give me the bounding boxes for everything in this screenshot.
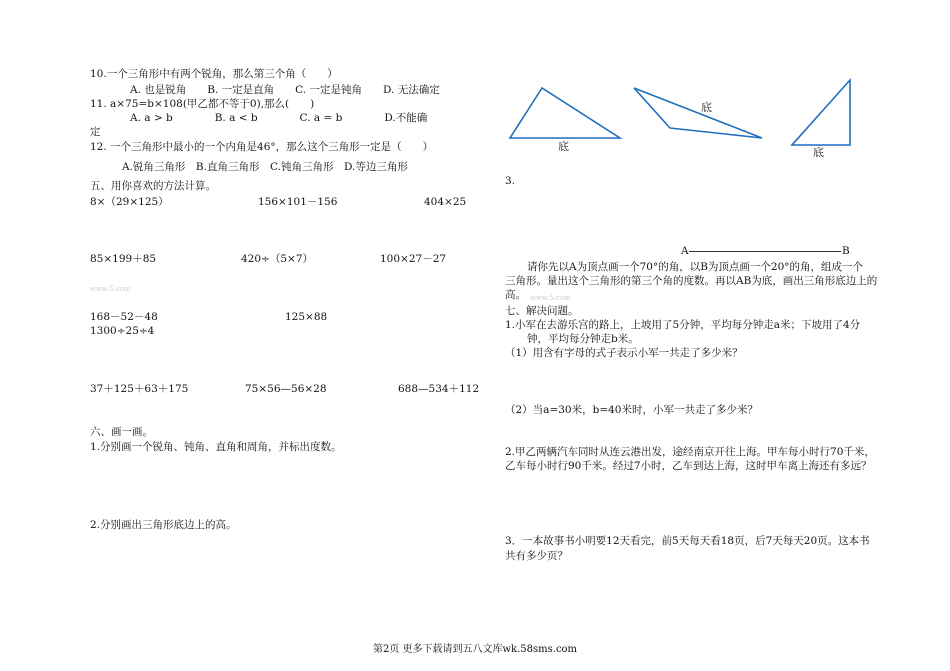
calc-3: 404×25 [424, 196, 467, 208]
triangle-label-2: 底 [701, 101, 712, 114]
s7-q2-b: 乙车每小时行90千米。经过7小时，乙车到达上海，这时甲车离上海还有多远？ [505, 460, 872, 472]
calc-7: 168－52－48 [90, 311, 158, 323]
calc-4: 85×199＋85 [90, 253, 157, 265]
page-footer: 第2页 更多下载请到五八文库wk.58sms.com [372, 644, 578, 655]
triangle-label-3: 底 [813, 146, 824, 159]
draw-q2: 2.分别画出三角形底边上的高。 [90, 519, 237, 531]
q11-options: A. a > b B. a < b C. a = b D.不能确 [130, 112, 428, 124]
s7-q3-a: 3．一本故事书小明要12天看完，前5天每天看18页，后7天每天20页。这本书 [505, 535, 870, 547]
q3-text-3: 高。 [505, 289, 526, 301]
q12-stem: 12. 一个三角形中最小的一个内角是46°，那么这个三角形一定是（ ） [90, 141, 434, 153]
calc-6: 100×27－27 [380, 253, 447, 265]
triangle-2 [634, 88, 762, 138]
segment-ab [689, 250, 841, 254]
calc-2: 156×101－156 [258, 196, 338, 208]
q10-options: A. 也是锐角 B. 一定是直角 C. 一定是钝角 D. 无法确定 [130, 84, 440, 96]
watermark-2: www.5.com [530, 294, 571, 302]
calc-1: 8×（29×125） [90, 196, 169, 208]
q11-stem: 11. a×75=b×108(甲乙都不等于0),那么( ) [90, 98, 315, 110]
triangle-3 [792, 80, 850, 145]
triangle-label-1: 底 [558, 140, 569, 153]
triangle-figure [500, 70, 870, 160]
calc-10: 37＋125＋63＋175 [90, 383, 189, 395]
s7-q3-b: 共有多少页？ [505, 550, 568, 562]
q3-text-2: 三角形。量出这个三角形的第三个角的度数。再以AB为底，画出三角形底边上的 [505, 275, 878, 287]
triangle-1 [510, 88, 620, 138]
section5-title: 五、用你喜欢的方法计算。 [90, 180, 216, 192]
calc-12: 688—534＋112 [398, 383, 480, 395]
s7-q1-b: 钟，平均每分钟走b米。 [527, 333, 639, 345]
segment-label-a: A [681, 245, 689, 257]
q12-options: A.锐角三角形 B.直角三角形 C.钝角三角形 D.等边三角形 [122, 161, 408, 173]
calc-11: 75×56—56×28 [245, 383, 327, 395]
s7-q2-a: 2.甲乙两辆汽车同时从连云港出发，途经南京开往上海。甲车每小时行70千米， [505, 446, 875, 458]
watermark: www.5.com [90, 285, 131, 293]
calc-5: 420÷（5×7） [241, 253, 313, 265]
draw-q1: 1.分别画一个锐角、钝角、直角和周角，并标出度数。 [90, 441, 342, 453]
s7-q1-1: （1）用含有字母的式子表示小军一共走了多少米？ [505, 347, 743, 359]
q10-stem: 10.一个三角形中有两个锐角，那么第三个角（ ） [90, 68, 338, 80]
q11-wrap: 定 [90, 126, 101, 138]
calc-8: 125×88 [285, 311, 328, 323]
q3-text-1: 请你先以A为顶点画一个70°的角，以B为顶点画一个20°的角，组成一个 [527, 261, 864, 273]
section6-title: 六、画一画。 [90, 426, 153, 438]
q3-number: 3. [505, 175, 516, 187]
section7-title: 七、解决问题。 [505, 305, 579, 317]
s7-q1-2: （2）当a=30米，b=40米时，小军一共走了多少米？ [505, 404, 758, 416]
calc-9: 1300÷25÷4 [90, 325, 155, 337]
s7-q1-a: 1.小军在去游乐宫的路上，上坡用了5分钟，平均每分钟走a米；下坡用了4分 [505, 319, 861, 331]
segment-label-b: B [842, 245, 850, 257]
